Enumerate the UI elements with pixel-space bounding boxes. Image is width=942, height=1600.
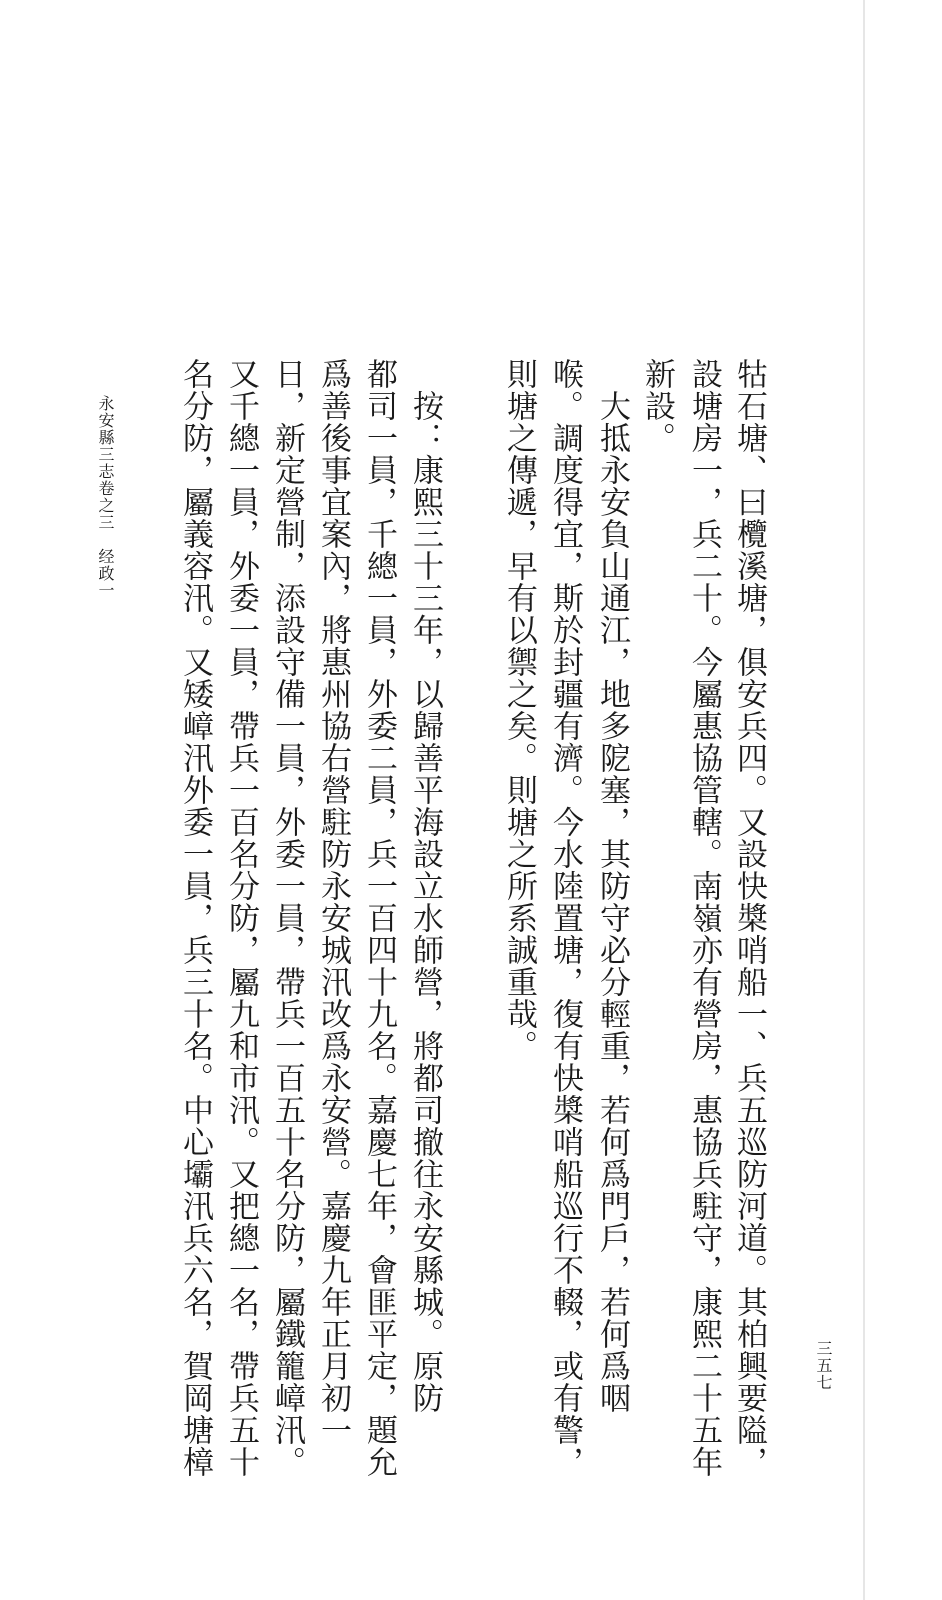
text-column-4: 大抵永安負山通江，地多阸塞，其防守必分輕重，若何爲門戶，若何爲咽 <box>594 358 630 1414</box>
footer-title: 永安縣三志卷之三 经政一 <box>96 395 115 599</box>
text-column-8: 都司一員，千總一員，外委二員，兵一百四十九名。嘉慶七年，會匪平定，題允 <box>361 358 397 1478</box>
text-column-3: 新設。 <box>639 358 675 454</box>
page-edge-line <box>863 0 865 1600</box>
page-number: 三五七 <box>814 1340 833 1391</box>
text-column-5: 喉。調度得宜，斯於封疆有濟。今水陸置塘，復有快槳哨船巡行不輟，或有警， <box>547 358 583 1478</box>
text-column-6: 則塘之傳遞，早有以禦之矣。則塘之所系誠重哉。 <box>501 358 537 1062</box>
text-column-11: 又千總一員，外委一員，帶兵一百名分防，屬九和市汛。又把總一名，帶兵五十 <box>223 358 259 1478</box>
text-column-1: 牯石塘、曰欖溪塘，俱安兵四。又設快槳哨船一、兵五巡防河道。其柏興要隘， <box>731 358 767 1478</box>
text-column-10: 日，新定營制，添設守備一員，外委一員，帶兵一百五十名分防，屬鐵籠嶂汛。 <box>269 358 305 1478</box>
text-column-9: 爲善後事宜案內，將惠州協右營駐防永安城汛改爲永安營。嘉慶九年正月初一 <box>315 358 351 1446</box>
text-column-12: 名分防，屬義容汛。又矮嶂汛外委一員，兵三十名。中心壩汛兵六名，賀岡塘樟 <box>177 358 213 1478</box>
text-column-2: 設塘房一，兵二十。今屬惠協管轄。南嶺亦有營房，惠協兵駐守，康熙二十五年 <box>686 358 722 1478</box>
text-column-7: 按：康熙三十三年，以歸善平海設立水師營，將都司撤往永安縣城。原防 <box>407 358 443 1414</box>
